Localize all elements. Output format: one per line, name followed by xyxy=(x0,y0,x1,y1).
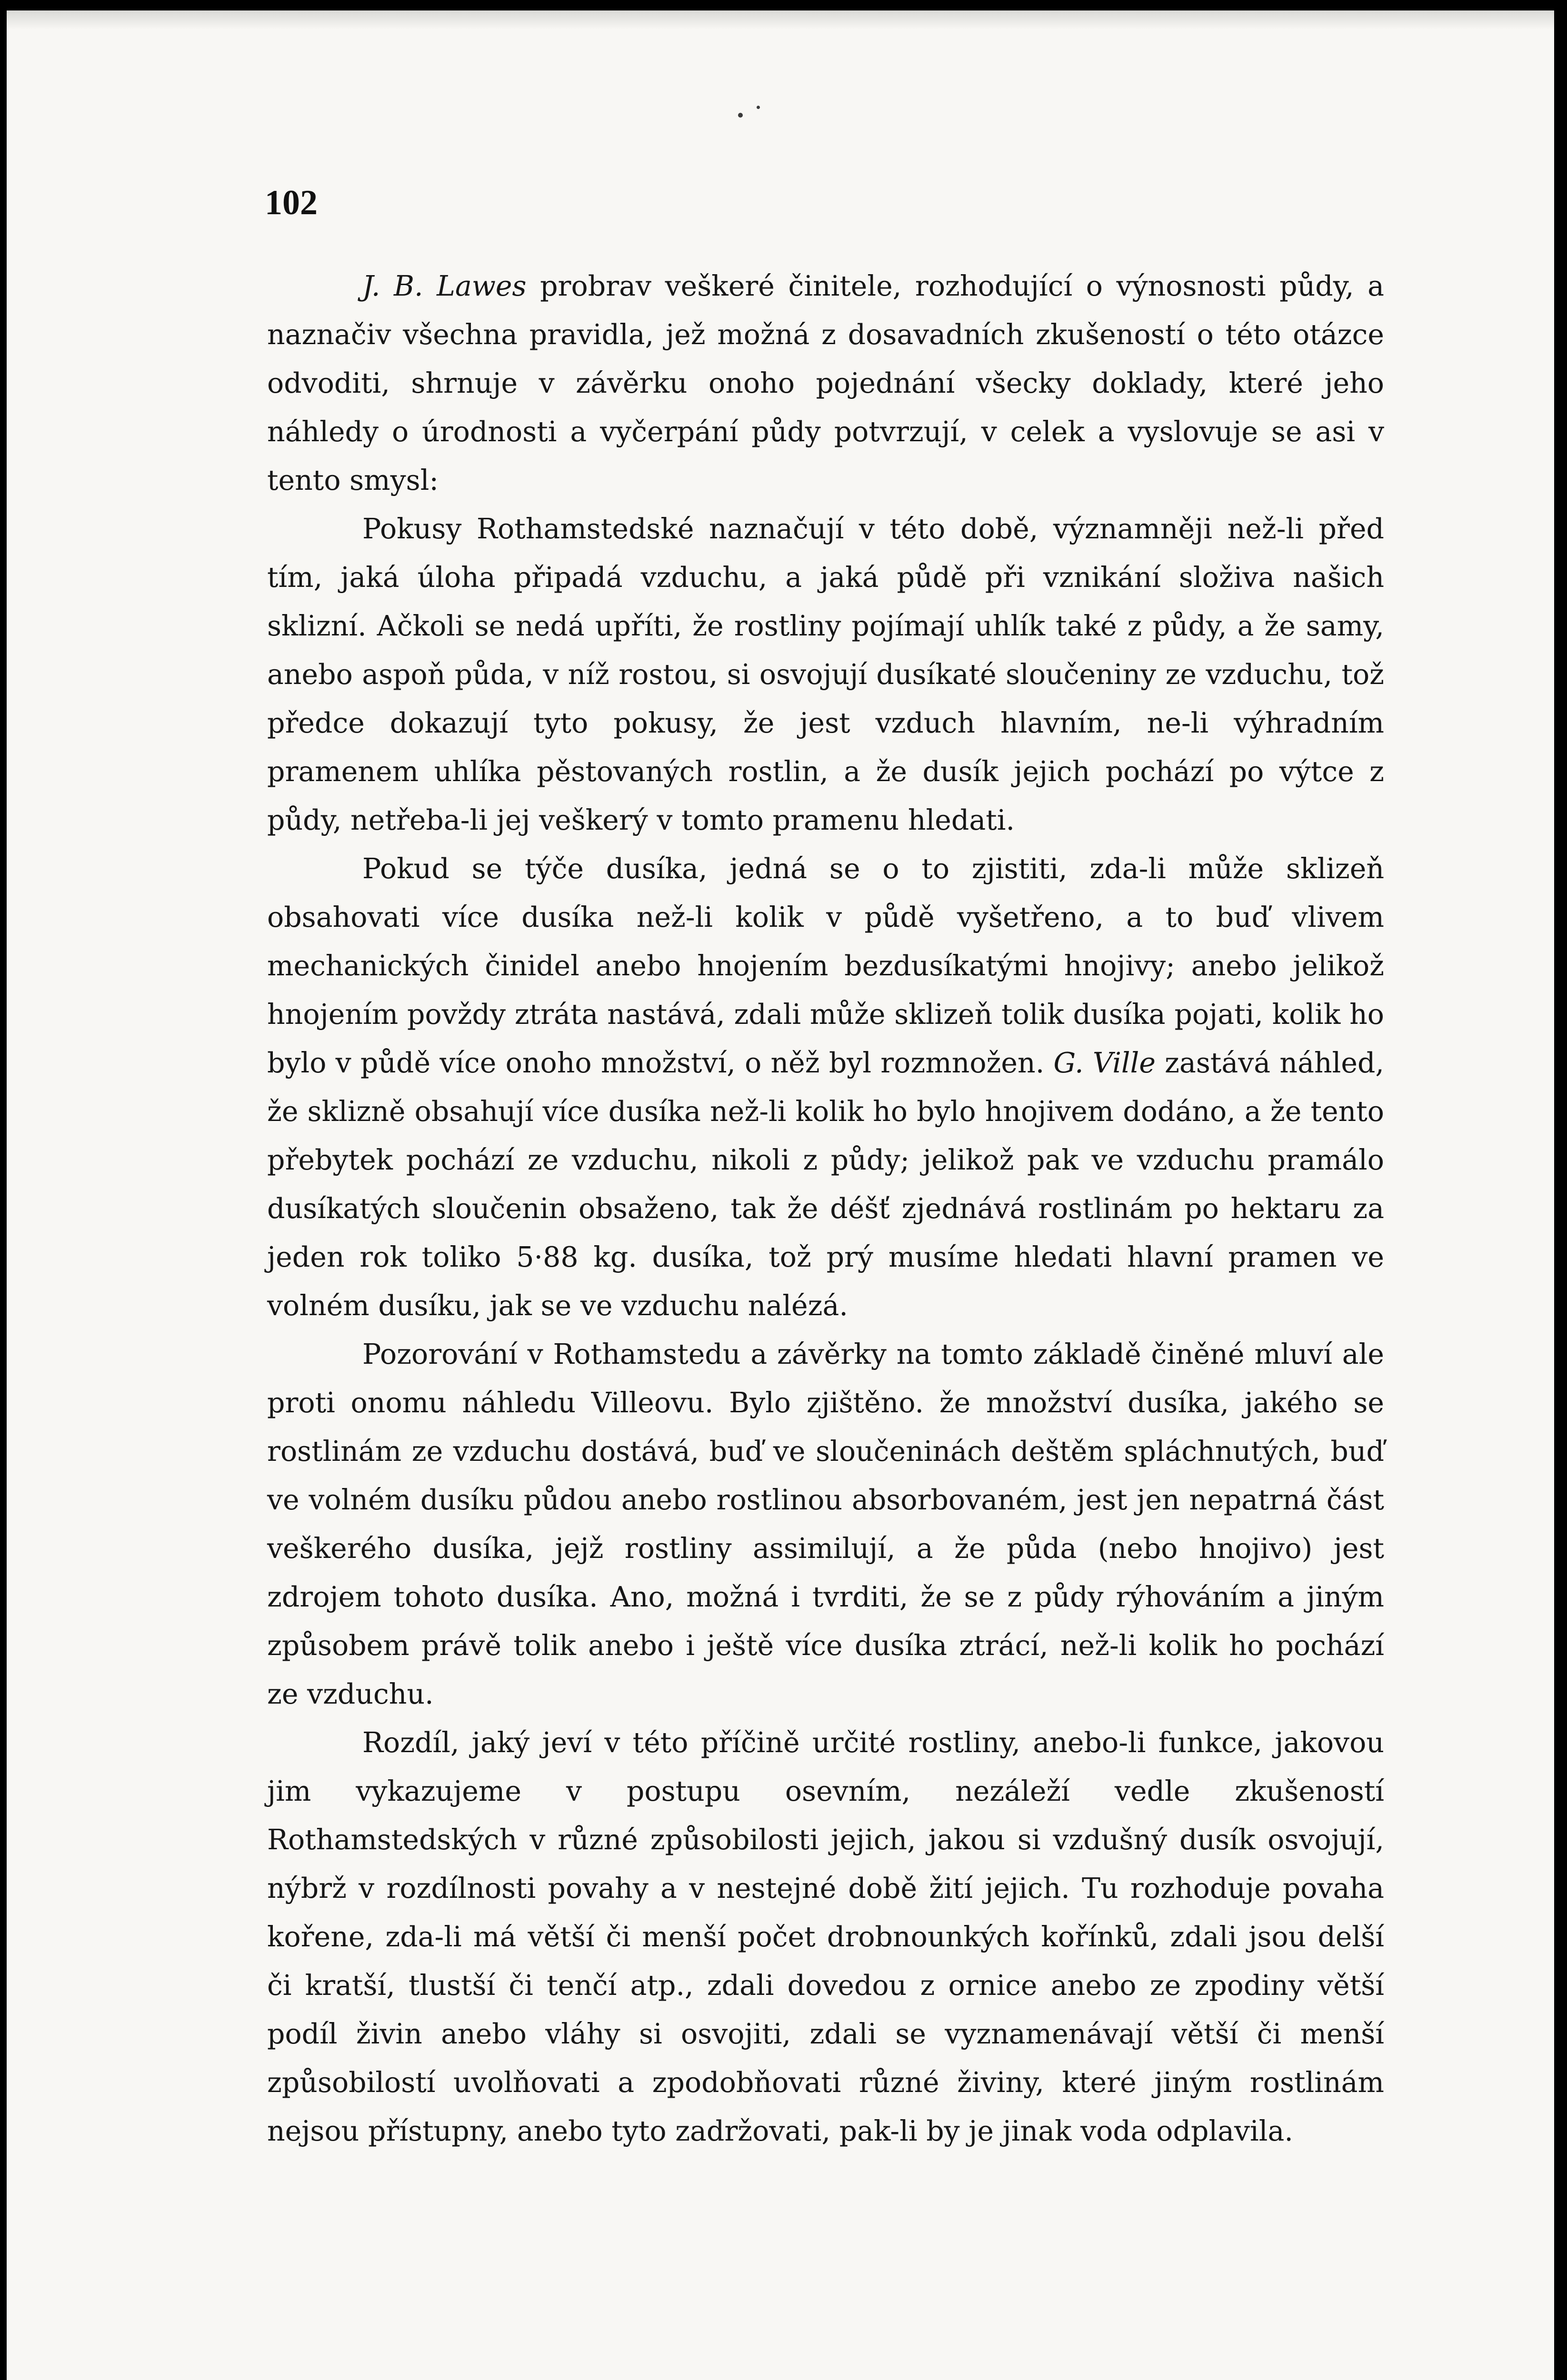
paragraph-4 xyxy=(267,1330,1384,1718)
page-number: 102 xyxy=(265,183,318,222)
paragraph-5 xyxy=(267,1718,1384,2155)
scan-edge-shadow xyxy=(7,10,1554,30)
paragraph-text: probrav veškeré činitele, rozhodující o výnosnosti půdy, a naznačiv všechna pravidla, jež možná z dosavadních zkušeností o této otázce odvoditi, shrnuje v závěrku onoho pojednání všecky doklady, které jeho náhledy o úrodnosti a vyčerpání půdy potvrzují, v celek a vyslovuje se asi v tento smysl: xyxy=(267,270,1384,496)
paragraph-text: Pokusy Rothamstedské naznačují v této době, významněji než-li před tím, jaká úloha připadá vzduchu, a jaká půdě při vznikání složiva našich sklizní. Ačkoli se nedá upříti, že rostliny pojímají uhlík také z půdy, a že samy, anebo aspoň půda, v níž rostou, si osvojují dusíkaté sloučeniny ze vzduchu, tož předce dokazují tyto pokusy, že jest vzduch hlavním, ne-li výhradním pramenem uhlíka pěstovaných rostlin, a že dusík jejich pochází po výtce z půdy, netřeba-li jej veškerý v tomto pramenu hledati. xyxy=(267,513,1384,836)
paragraph-2 xyxy=(267,505,1384,844)
paragraph-text: Pokud se týče dusíka, jedná se o to zjistiti, zda-li může sklizeň obsahovati více dusíka než-li kolik v půdě vyšetřeno, a to buď vlivem mechanických činidel anebo hnojením bezdusíkatými hnojivy; anebo jelikož hnojením povždy ztráta nastává, zdali může sklizeň tolik dusíka pojati, kolik ho bylo v půdě více onoho množství, o něž byl rozmnožen. xyxy=(267,853,1384,1079)
author-name-ville: G. Ville xyxy=(1053,1047,1156,1079)
scan-speck xyxy=(757,106,760,109)
paragraph-text: Rozdíl, jaký jeví v této příčině určité rostliny, anebo-li funkce, jakovou jim vykazujeme v postupu osevním, nezáleží vedle zkušeností Rothamstedských v různé způsobilosti jejich, jakou si vzdušný dusík osvojují, nýbrž v rozdílnosti povahy a v nestejné době žití jejich. Tu rozhoduje povaha kořene, zda-li má větší či menší počet drobnounkých kořínků, zdali jsou delší či kratší, tlustší či tenčí atp., zdali dovedou z ornice anebo ze zpodiny větší podíl živin anebo vláhy si osvojiti, zdali se vyznamenávají větší či menší způsobilostí uvolňovati a zpodobňovati různé živiny, které jiným rostlinám nejsou přístupny, anebo tyto zadržovati, pak-li by je jinak voda odplavila. xyxy=(267,1726,1384,2147)
book-page xyxy=(7,10,1554,2380)
author-name-lawes: J. B. Lawes xyxy=(362,270,527,302)
paragraph-text: zastává náhled, že sklizně obsahují více dusíka než-li kolik ho bylo hnojivem dodáno, a že tento přebytek pochází ze vzduchu, nikoli z půdy; jelikož pak ve vzduchu pramálo dusíkatých sloučenin obsaženo, tak že déšť zjednává rostlinám po hektaru za jeden rok toliko 5·88 kg. dusíka, tož prý musíme hledati hlavní pramen ve volném dusíku, jak se ve vzduchu nalézá. xyxy=(267,1047,1384,1322)
paragraph-3 xyxy=(267,844,1384,1330)
scan-speck xyxy=(738,113,743,118)
paragraph-text: Pozorování v Rothamstedu a závěrky na tomto základě činěné mluví ale proti onomu náhledu Villeovu. Bylo zjištěno. že množství dusíka, jakého se rostlinám ze vzduchu dostává, buď ve sloučeninách deštěm spláchnutých, buď ve volném dusíku půdou anebo rostlinou absorbovaném, jest jen nepatrná část veškerého dusíka, jejž rostliny assimilují, a že půda (nebo hnojivo) jest zdrojem tohoto dusíka. Ano, možná i tvrditi, že se z půdy rýhováním a jiným způsobem právě tolik anebo i ještě více dusíka ztrácí, než-li kolik ho pochází ze vzduchu. xyxy=(267,1338,1384,1710)
body-text xyxy=(267,262,1384,2155)
paragraph-1 xyxy=(267,262,1384,505)
